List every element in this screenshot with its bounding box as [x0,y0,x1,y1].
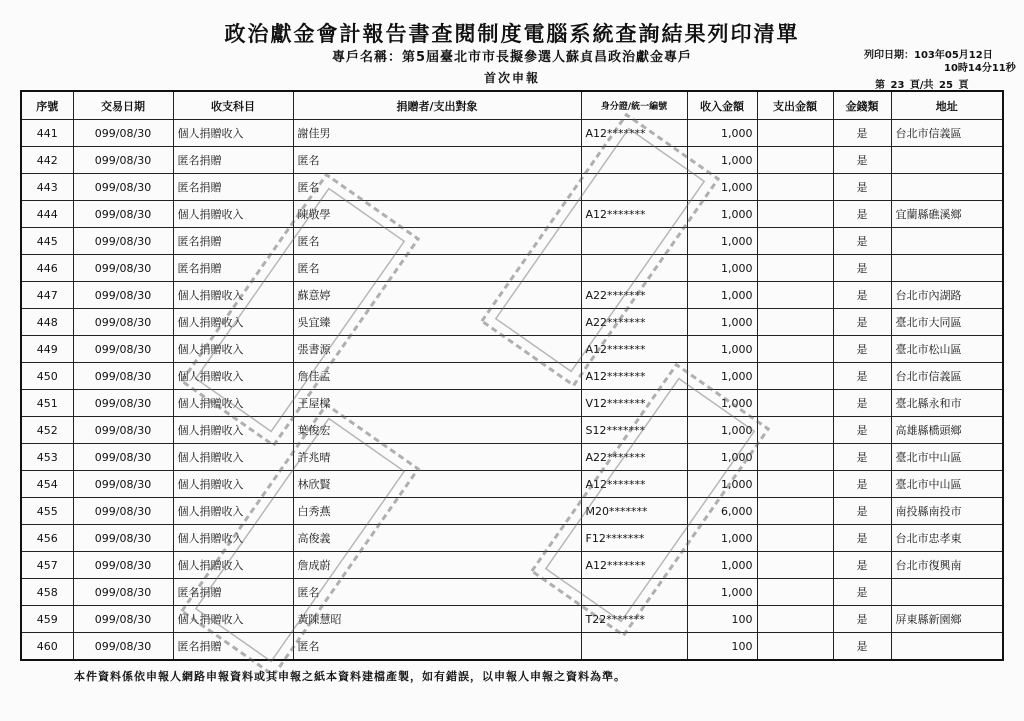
cell-date: 099/08/30 [73,309,173,336]
cell-address: 台北市信義區 [891,120,1003,147]
cell-money-flag: 是 [833,120,891,147]
cell-category: 個人捐贈收入 [173,363,293,390]
cell-date: 099/08/30 [73,255,173,282]
cell-seq: 449 [21,336,73,363]
column-header: 支出金額 [757,91,833,120]
table-header-row [21,91,1003,120]
cell-id: A12******* [581,552,687,579]
cell-category: 個人捐贈收入 [173,552,293,579]
cell-date: 099/08/30 [73,363,173,390]
table-row [21,336,1003,363]
cell-category: 匿名捐贈 [173,633,293,661]
cell-income: 1,000 [687,147,757,174]
cell-address [891,633,1003,661]
cell-category: 個人捐贈收入 [173,390,293,417]
cell-expense [757,471,833,498]
cell-category: 個人捐贈收入 [173,336,293,363]
cell-address: 臺北市大同區 [891,309,1003,336]
cell-id: A12******* [581,471,687,498]
footer-note: 本件資料係依申報人網路申報資料或其申報之紙本資料建檔產製，如有錯誤，以申報人申報之資料為準。 [74,670,626,683]
cell-address: 屏東縣新園鄉 [891,606,1003,633]
cell-seq: 441 [21,120,73,147]
cell-money-flag: 是 [833,471,891,498]
table-row [21,120,1003,147]
cell-id: A12******* [581,201,687,228]
cell-expense [757,309,833,336]
cell-category: 匿名捐贈 [173,255,293,282]
cell-date: 099/08/30 [73,282,173,309]
cell-income: 1,000 [687,201,757,228]
cell-expense [757,363,833,390]
cell-money-flag: 是 [833,633,891,661]
cell-id: A12******* [581,336,687,363]
table-row [21,471,1003,498]
cell-income: 1,000 [687,336,757,363]
cell-category: 個人捐贈收入 [173,417,293,444]
table-row [21,525,1003,552]
table-row [21,498,1003,525]
cell-donor: 匿名 [293,255,581,282]
cell-donor: 匿名 [293,228,581,255]
cell-address: 臺北市中山區 [891,471,1003,498]
cell-donor: 王屋樑 [293,390,581,417]
cell-seq: 444 [21,201,73,228]
table-row [21,633,1003,661]
cell-address: 台北市復興南 [891,552,1003,579]
cell-address: 臺北縣永和市 [891,390,1003,417]
cell-address: 南投縣南投市 [891,498,1003,525]
cell-category: 個人捐贈收入 [173,498,293,525]
cell-seq: 452 [21,417,73,444]
cell-expense [757,174,833,201]
cell-money-flag: 是 [833,228,891,255]
cell-income: 1,000 [687,579,757,606]
cell-income: 1,000 [687,309,757,336]
cell-donor: 匿名 [293,147,581,174]
cell-money-flag: 是 [833,147,891,174]
cell-address [891,174,1003,201]
cell-income: 1,000 [687,525,757,552]
cell-income: 1,000 [687,120,757,147]
cell-seq: 446 [21,255,73,282]
cell-seq: 450 [21,363,73,390]
cell-id: A22******* [581,444,687,471]
cell-donor: 許兆晴 [293,444,581,471]
cell-category: 個人捐贈收入 [173,606,293,633]
cell-id [581,579,687,606]
column-header: 捐贈者/支出對象 [293,91,581,120]
cell-seq: 457 [21,552,73,579]
cell-expense [757,255,833,282]
cell-id [581,147,687,174]
cell-seq: 459 [21,606,73,633]
cell-address: 高雄縣橋頭鄉 [891,417,1003,444]
cell-seq: 453 [21,444,73,471]
cell-income: 100 [687,633,757,661]
table-row [21,282,1003,309]
cell-id: V12******* [581,390,687,417]
cell-donor: 詹佳孟 [293,363,581,390]
page-prefix: 第 [875,80,885,91]
cell-expense [757,201,833,228]
cell-donor: 陳敬學 [293,201,581,228]
cell-money-flag: 是 [833,417,891,444]
cell-category: 個人捐贈收入 [173,309,293,336]
cell-id: A22******* [581,309,687,336]
page-total: 25 [939,80,953,91]
cell-donor: 詹成蔚 [293,552,581,579]
cell-income: 1,000 [687,255,757,282]
cell-seq: 443 [21,174,73,201]
page-info [874,76,969,91]
cell-date: 099/08/30 [73,444,173,471]
cell-income: 1,000 [687,417,757,444]
table-row [21,201,1003,228]
cell-date: 099/08/30 [73,174,173,201]
cell-date: 099/08/30 [73,579,173,606]
cell-money-flag: 是 [833,606,891,633]
cell-donor: 黃陳慧昭 [293,606,581,633]
table-row [21,579,1003,606]
cell-address [891,147,1003,174]
cell-date: 099/08/30 [73,417,173,444]
cell-donor: 匿名 [293,633,581,661]
cell-money-flag: 是 [833,579,891,606]
cell-date: 099/08/30 [73,606,173,633]
cell-donor: 葉俊宏 [293,417,581,444]
cell-income: 1,000 [687,363,757,390]
cell-money-flag: 是 [833,390,891,417]
print-time: 10時14分11秒 [944,63,1016,74]
cell-seq: 456 [21,525,73,552]
donation-ledger-table [20,90,1004,661]
cell-expense [757,147,833,174]
cell-address: 台北市忠孝東 [891,525,1003,552]
cell-donor: 匿名 [293,579,581,606]
table-row [21,417,1003,444]
cell-seq: 455 [21,498,73,525]
cell-date: 099/08/30 [73,633,173,661]
cell-expense [757,579,833,606]
cell-category: 匿名捐贈 [173,228,293,255]
cell-id: T22******* [581,606,687,633]
cell-category: 匿名捐贈 [173,147,293,174]
cell-address: 宜蘭縣礁溪鄉 [891,201,1003,228]
cell-money-flag: 是 [833,498,891,525]
cell-expense [757,552,833,579]
cell-seq: 442 [21,147,73,174]
cell-id [581,633,687,661]
cell-address [891,228,1003,255]
cell-expense [757,633,833,661]
cell-seq: 448 [21,309,73,336]
cell-expense [757,120,833,147]
column-header: 身分證/統一編號 [581,91,687,120]
cell-address: 臺北市松山區 [891,336,1003,363]
cell-address: 台北市信義區 [891,363,1003,390]
cell-money-flag: 是 [833,282,891,309]
cell-id: A12******* [581,363,687,390]
cell-category: 個人捐贈收入 [173,444,293,471]
cell-id [581,255,687,282]
cell-address: 台北市內湖路 [891,282,1003,309]
cell-income: 6,000 [687,498,757,525]
column-header: 地址 [891,91,1003,120]
cell-category: 個人捐贈收入 [173,525,293,552]
cell-address [891,255,1003,282]
column-header: 金錢類 [833,91,891,120]
page-current: 23 [890,80,905,91]
cell-date: 099/08/30 [73,336,173,363]
table-row [21,444,1003,471]
cell-expense [757,336,833,363]
table-row [21,174,1003,201]
cell-income: 1,000 [687,282,757,309]
column-header: 收支科目 [173,91,293,120]
report-type: 首次申報 [483,71,540,85]
cell-date: 099/08/30 [73,120,173,147]
cell-money-flag: 是 [833,363,891,390]
cell-expense [757,282,833,309]
cell-category: 個人捐贈收入 [173,201,293,228]
cell-seq: 460 [21,633,73,661]
column-header: 收入金額 [687,91,757,120]
cell-seq: 451 [21,390,73,417]
page-mid: 頁/共 [909,80,934,91]
cell-income: 1,000 [687,552,757,579]
ledger-body [21,120,1003,661]
cell-category: 匿名捐贈 [173,174,293,201]
cell-income: 1,000 [687,390,757,417]
cell-donor: 蘇意婷 [293,282,581,309]
cell-income: 1,000 [687,228,757,255]
cell-seq: 458 [21,579,73,606]
cell-date: 099/08/30 [73,147,173,174]
table-row [21,147,1003,174]
cell-money-flag: 是 [833,201,891,228]
cell-money-flag: 是 [833,255,891,282]
cell-donor: 林欣賢 [293,471,581,498]
cell-money-flag: 是 [833,309,891,336]
cell-address: 臺北市中山區 [891,444,1003,471]
cell-income: 100 [687,606,757,633]
cell-category: 個人捐贈收入 [173,120,293,147]
cell-expense [757,606,833,633]
cell-id: S12******* [581,417,687,444]
cell-expense [757,417,833,444]
cell-money-flag: 是 [833,336,891,363]
cell-money-flag: 是 [833,552,891,579]
cell-id [581,228,687,255]
cell-date: 099/08/30 [73,471,173,498]
cell-date: 099/08/30 [73,552,173,579]
cell-address [891,579,1003,606]
cell-money-flag: 是 [833,174,891,201]
cell-seq: 447 [21,282,73,309]
cell-expense [757,498,833,525]
cell-donor: 吳宜臻 [293,309,581,336]
cell-money-flag: 是 [833,525,891,552]
account-name: 專戶名稱：第5屆臺北市市長擬參選人蘇貞昌政治獻金專戶 [331,50,693,65]
column-header: 交易日期 [73,91,173,120]
report-title: 政治獻金會計報告書查閱制度電腦系統查詢結果列印清單 [224,21,800,46]
table-row [21,363,1003,390]
cell-donor: 張書源 [293,336,581,363]
cell-donor: 匿名 [293,174,581,201]
column-header: 序號 [21,91,73,120]
cell-income: 1,000 [687,174,757,201]
table-row [21,552,1003,579]
cell-expense [757,444,833,471]
print-date: 列印日期：103年05月12日 [864,50,993,61]
cell-id: F12******* [581,525,687,552]
cell-income: 1,000 [687,444,757,471]
cell-category: 個人捐贈收入 [173,471,293,498]
cell-donor: 謝佳男 [293,120,581,147]
cell-id: A12******* [581,120,687,147]
cell-date: 099/08/30 [73,525,173,552]
cell-date: 099/08/30 [73,498,173,525]
cell-date: 099/08/30 [73,390,173,417]
cell-money-flag: 是 [833,444,891,471]
cell-category: 個人捐贈收入 [173,282,293,309]
cell-id [581,174,687,201]
cell-date: 099/08/30 [73,228,173,255]
table-row [21,606,1003,633]
cell-seq: 445 [21,228,73,255]
cell-expense [757,525,833,552]
table-row [21,255,1003,282]
cell-donor: 高俊義 [293,525,581,552]
cell-expense [757,390,833,417]
table-row [21,309,1003,336]
cell-income: 1,000 [687,471,757,498]
table-row [21,390,1003,417]
page-suffix: 頁 [958,80,969,91]
cell-id: M20******* [581,498,687,525]
cell-date: 099/08/30 [73,201,173,228]
cell-category: 匿名捐贈 [173,579,293,606]
cell-seq: 454 [21,471,73,498]
cell-donor: 白秀燕 [293,498,581,525]
cell-id: A22******* [581,282,687,309]
cell-expense [757,228,833,255]
table-row [21,228,1003,255]
